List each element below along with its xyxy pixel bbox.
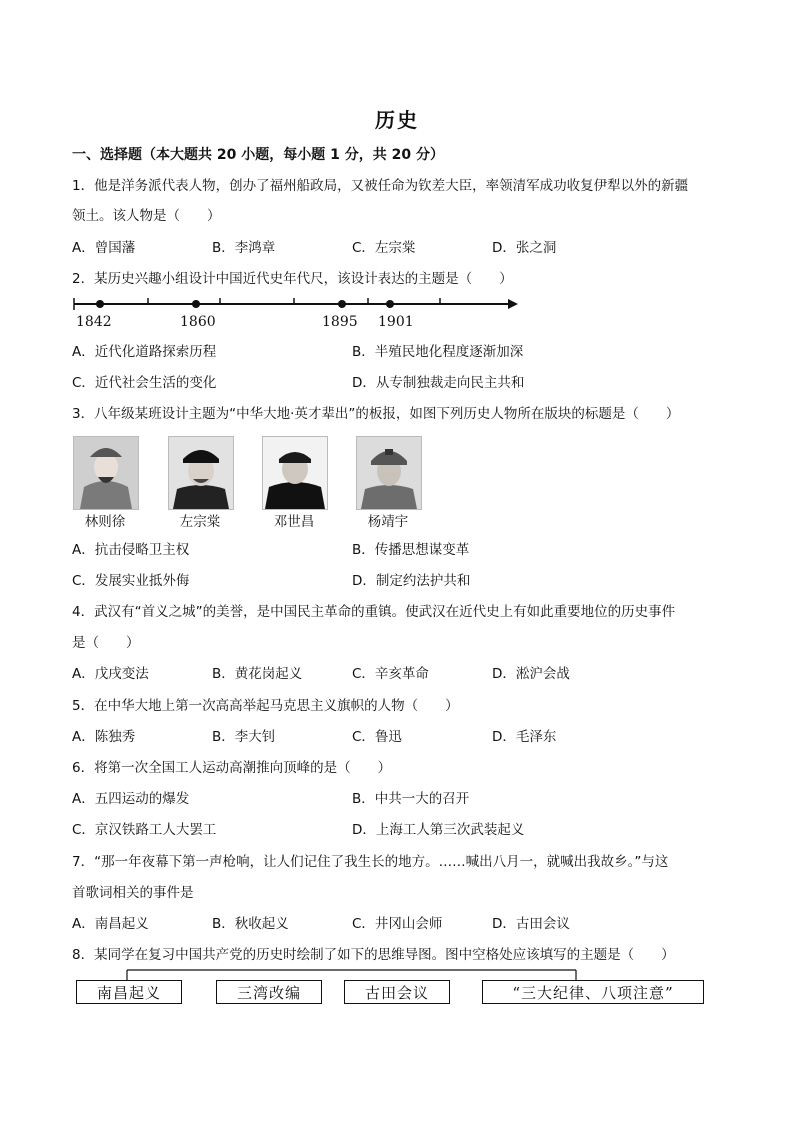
portrait-image-4 [356, 436, 422, 510]
q6-option-d: D．上海工人第三次武装起义 [352, 822, 525, 838]
portrait-name-4: 杨靖宇 [367, 514, 409, 530]
timeline-ruler [72, 292, 522, 332]
mind-map-box-2: 三湾改编 [216, 980, 322, 1004]
portrait-name-1: 林则徐 [84, 514, 126, 530]
question-4-line-2: 是（ ） [72, 635, 140, 651]
q4-option-c: C．辛亥革命 [352, 666, 429, 682]
portrait-image-2 [168, 436, 234, 510]
q3-option-a: A．抗击侵略卫主权 [72, 542, 190, 558]
q5-option-c: C．鲁迅 [352, 729, 402, 745]
mind-map-box-3: 古田会议 [344, 980, 450, 1004]
mind-map-box-1: 南昌起义 [76, 980, 182, 1004]
portrait-name-3: 邓世昌 [273, 514, 315, 530]
q1-option-b: B．李鸿章 [212, 240, 276, 256]
q7-option-c: C．井冈山会师 [352, 916, 443, 932]
mind-map [72, 966, 712, 1012]
timeline-axis [72, 292, 522, 316]
q5-option-d: D．毛泽东 [492, 729, 557, 745]
question-7-line-1: 7．“那一年夜幕下第一声枪响，让人们记住了我生长的地方。……喊出八月一，就喊出我故乡。”与这 [72, 854, 669, 870]
question-6-stem: 6．将第一次全国工人运动高潮推向顶峰的是（ ） [72, 760, 392, 776]
q4-option-d: D．淞沪会战 [492, 666, 570, 682]
q6-option-a: A．五四运动的爆发 [72, 791, 190, 807]
q1-option-c: C．左宗棠 [352, 240, 416, 256]
q6-option-b: B．中共一大的召开 [352, 791, 470, 807]
timeline-year-1901: 1901 [378, 314, 414, 330]
q7-option-d: D．古田会议 [492, 916, 570, 932]
q1-option-a: A．曾国藩 [72, 240, 136, 256]
portrait-name-2: 左宗棠 [179, 514, 221, 530]
page-title: 历史 [375, 108, 419, 132]
question-1-line-2: 领土。该人物是（ ） [72, 208, 221, 224]
q2-option-d: D．从专制独裁走向民主共和 [352, 375, 525, 391]
question-1-line-1: 1．他是洋务派代表人物，创办了福州船政局，又被任命为钦差大臣，率领清军成功收复伊犁以外的新疆 [72, 178, 689, 194]
q5-option-b: B．李大钊 [212, 729, 276, 745]
q3-option-b: B．传播思想谋变革 [352, 542, 470, 558]
q4-option-b: B．黄花岗起义 [212, 666, 303, 682]
q2-option-a: A．近代化道路探索历程 [72, 344, 217, 360]
question-8-stem: 8．某同学在复习中国共产党的历史时绘制了如下的思维导图。图中空格处应该填写的主题是（ ） [72, 947, 675, 963]
q7-option-b: B．秋收起义 [212, 916, 289, 932]
q2-option-b: B．半殖民地化程度逐渐加深 [352, 344, 524, 360]
question-2-stem: 2．某历史兴趣小组设计中国近代史年代尺，该设计表达的主题是（ ） [72, 271, 513, 287]
q1-option-d: D．张之洞 [492, 240, 557, 256]
q3-option-c: C．发展实业抵外侮 [72, 573, 190, 589]
q4-option-a: A．戊戌变法 [72, 666, 149, 682]
timeline-year-1860: 1860 [180, 314, 216, 330]
portrait-image-3 [262, 436, 328, 510]
timeline-year-1895: 1895 [322, 314, 358, 330]
timeline-year-1842: 1842 [76, 314, 112, 330]
mind-map-box-4: “三大纪律、八项注意” [482, 980, 704, 1004]
portrait-image-1 [73, 436, 139, 510]
question-4-line-1: 4．武汉有“首义之城”的美誉，是中国民主革命的重镇。使武汉在近代史上有如此重要地位的历史事件 [72, 604, 676, 620]
q2-option-c: C．近代社会生活的变化 [72, 375, 217, 391]
question-7-line-2: 首歌词相关的事件是 [72, 885, 194, 901]
section-heading: 一、选择题（本大题共 20 小题，每小题 1 分，共 20 分） [72, 147, 444, 163]
q6-option-c: C．京汉铁路工人大罢工 [72, 822, 217, 838]
question-5-stem: 5．在中华大地上第一次高高举起马克思主义旗帜的人物（ ） [72, 698, 459, 714]
question-3-stem: 3．八年级某班设计主题为“中华大地·英才辈出”的板报，如图下列历史人物所在版块的标题是（ ） [72, 406, 680, 422]
q3-option-d: D．制定约法护共和 [352, 573, 471, 589]
q5-option-a: A．陈独秀 [72, 729, 136, 745]
q7-option-a: A．南昌起义 [72, 916, 149, 932]
